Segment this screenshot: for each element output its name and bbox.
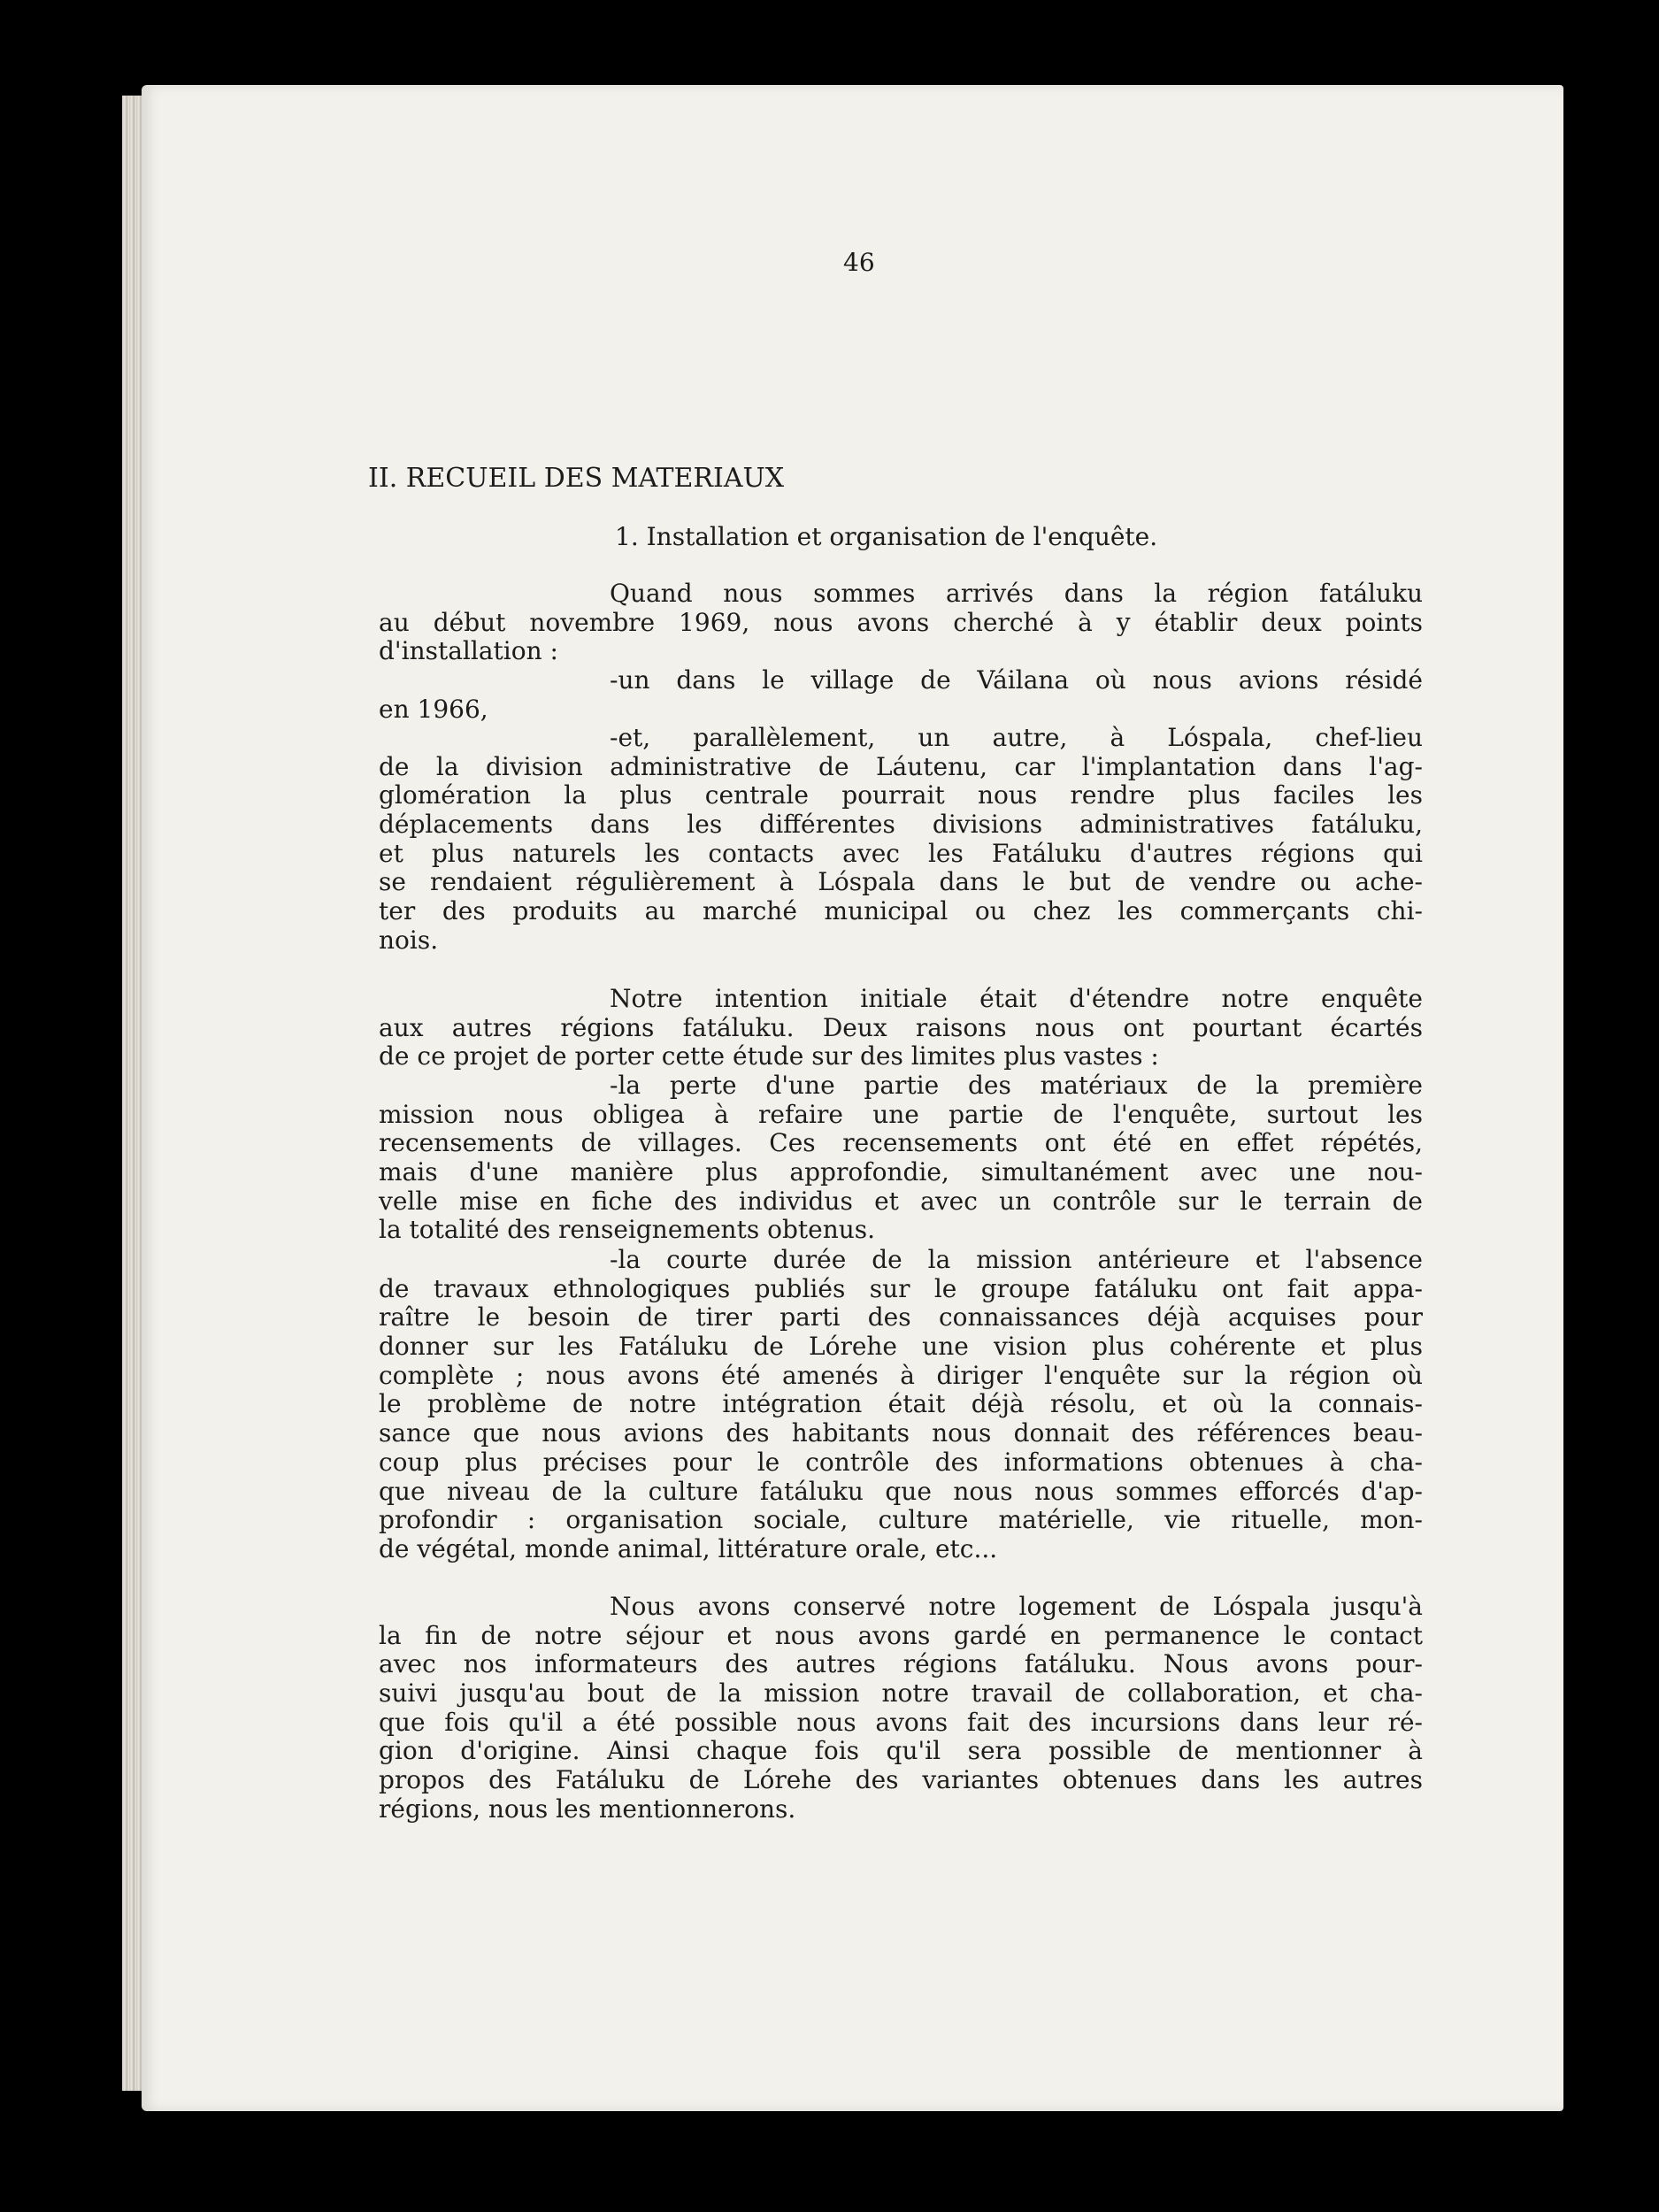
text-line: complète ; nous avons été amenés à diriger l'enquête sur la région où — [379, 1360, 1423, 1390]
text-line: d'installation : — [379, 636, 558, 666]
text-line: que niveau de la culture fatáluku que nous nous sommes efforcés d'ap- — [379, 1476, 1423, 1506]
text-line: de végétal, monde animal, littérature orale, etc... — [379, 1533, 998, 1563]
paragraph-short-duration — [379, 1246, 1423, 1564]
text-line: mission nous obligea à refaire une partie de l'enquête, surtout les — [379, 1099, 1423, 1129]
text-line: Nous avons conservé notre logement de Lóspala jusqu'à — [610, 1592, 1423, 1621]
paragraph-lospala — [379, 724, 1423, 956]
text-line: et plus naturels les contacts avec les Fatáluku d'autres régions qui — [379, 838, 1423, 868]
text-line: la fin de notre séjour et nous avons gardé en permanence le contact — [379, 1620, 1423, 1650]
subsection-heading: 1. Installation et organisation de l'enquête. — [615, 522, 1158, 551]
text-line: de travaux ethnologiques publiés sur le groupe fatáluku ont fait appa- — [379, 1273, 1423, 1303]
section-heading: II. RECUEIL DES MATERIAUX — [368, 463, 785, 494]
text-line: que fois qu'il a été possible nous avons fait des incursions dans leur ré- — [379, 1707, 1423, 1737]
text-line: se rendaient régulièrement à Lóspala dans le but de vendre ou ache- — [379, 867, 1423, 897]
text-line: au début novembre 1969, nous avons cherché à y établir deux points — [379, 607, 1423, 637]
text-line: déplacements dans les différentes divisions administratives fatáluku, — [379, 810, 1423, 840]
text-line: ter des produits au marché municipal ou chez les commerçants chi- — [379, 896, 1423, 926]
text-line: -la perte d'une partie des matériaux de la première — [610, 1071, 1423, 1100]
text-line: Quand nous sommes arrivés dans la région fatáluku — [610, 579, 1423, 608]
text-line: avec nos informateurs des autres régions fatáluku. Nous avons pour- — [379, 1649, 1423, 1679]
text-line: en 1966, — [379, 694, 488, 724]
text-line: Notre intention initiale était d'étendre notre enquête — [610, 984, 1423, 1013]
text-line: glomération la plus centrale pourrait nous rendre plus faciles les — [379, 780, 1423, 810]
text-line: suivi jusqu'au bout de la mission notre travail de collaboration, et cha- — [379, 1678, 1423, 1709]
text-line: propos des Fatáluku de Lórehe des variantes obtenues dans les autres — [379, 1765, 1423, 1795]
text-line: coup plus précises pour le contrôle des informations obtenues à cha- — [379, 1447, 1423, 1477]
text-line: donner sur les Fatáluku de Lórehe une vision plus cohérente et plus — [379, 1332, 1423, 1362]
paragraph-intention — [379, 985, 1423, 1071]
text-line: régions, nous les mentionnerons. — [379, 1793, 796, 1824]
text-line: de la division administrative de Láutenu, car l'implantation dans l'ag- — [379, 751, 1423, 781]
text-line: sance que nous avions des habitants nous donnait des références beau- — [379, 1418, 1423, 1448]
text-line: aux autres régions fatáluku. Deux raisons nous ont pourtant écartés — [379, 1012, 1423, 1042]
text-line: nois. — [379, 925, 439, 955]
text-line: gion d'origine. Ainsi chaque fois qu'il sera possible de mentionner à — [379, 1736, 1423, 1766]
text-line: -la courte durée de la mission antérieure et l'absence — [610, 1245, 1423, 1274]
text-line: la totalité des renseignements obtenus. — [379, 1215, 876, 1245]
text-line: le problème de notre intégration était déjà résolu, et où la connais- — [379, 1389, 1423, 1419]
paragraph-arrival — [379, 580, 1423, 666]
text-line: profondir : organisation sociale, culture matérielle, vie rituelle, mon- — [379, 1505, 1423, 1535]
page-number: 46 — [843, 248, 875, 277]
text-line: de ce projet de porter cette étude sur des limites plus vastes : — [379, 1041, 1159, 1071]
text-line: -et, parallèlement, un autre, à Lóspala, chef-lieu — [610, 723, 1423, 752]
text-line: recensements de villages. Ces recensements ont été en effet répétés, — [379, 1128, 1423, 1158]
text-line: raître le besoin de tirer parti des connaissances déjà acquises pour — [379, 1302, 1423, 1333]
paragraph-conclusion — [379, 1593, 1423, 1824]
paragraph-vailana — [379, 666, 1423, 724]
paragraph-loss — [379, 1071, 1423, 1245]
text-line: velle mise en fiche des individus et avec un contrôle sur le terrain de — [379, 1186, 1423, 1216]
text-line: mais d'une manière plus approfondie, simultanément avec une nou- — [379, 1157, 1423, 1187]
text-line: -un dans le village de Váilana où nous avions résidé — [610, 665, 1423, 695]
